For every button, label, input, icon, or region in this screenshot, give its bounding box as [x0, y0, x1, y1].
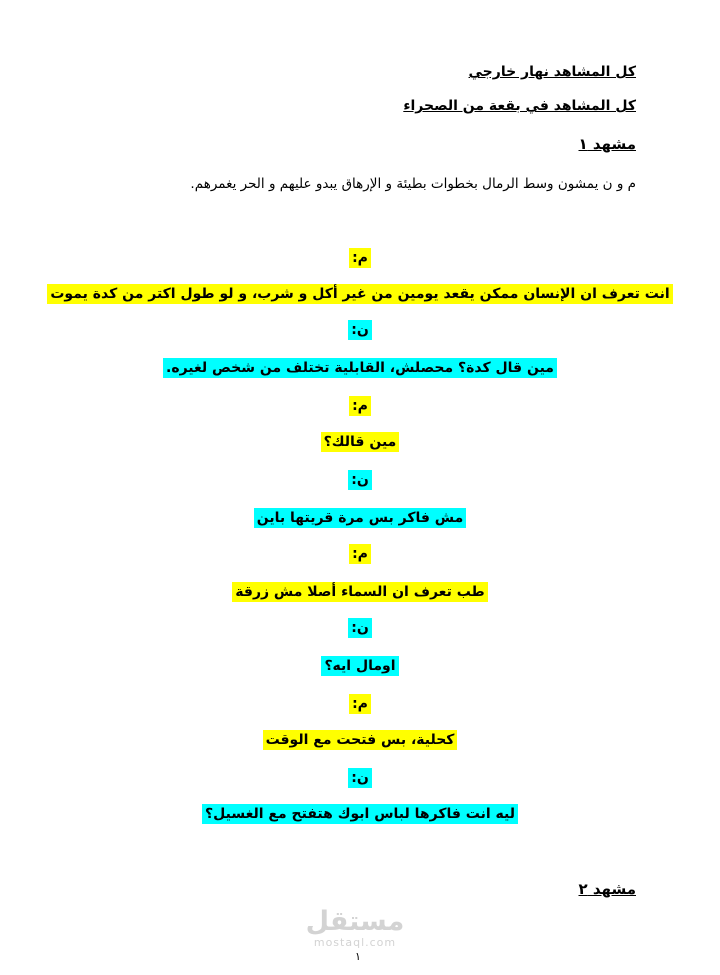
dialogue-text: ليه انت فاكرها لباس ابوك هتفتح مع الغسيل؟ — [202, 804, 518, 824]
mostaql-watermark — [300, 908, 410, 949]
dialogue-line — [0, 510, 720, 526]
dialogue-speaker — [0, 620, 720, 636]
dialogue-text: مين قالك؟ — [321, 432, 400, 452]
speaker-label: ن: — [348, 320, 372, 340]
dialogue-speaker — [0, 250, 720, 266]
dialogue-line — [0, 286, 720, 302]
speaker-label: م: — [349, 248, 371, 268]
dialogue-text: انت تعرف ان الإنسان ممكن يقعد يومين من غير أكل و شرب، و لو طول اكتر من كدة يموت — [47, 284, 672, 304]
speaker-label: م: — [349, 694, 371, 714]
dialogue-speaker — [0, 322, 720, 338]
scene-1-title-text: مشهد ١ — [578, 135, 636, 153]
dialogue-text: مش فاكر بس مرة قريتها باين — [254, 508, 467, 528]
scene-2-title — [0, 880, 720, 898]
header-line-1-text: كل المشاهد نهار خارجي — [468, 64, 636, 80]
watermark-latin: mostaql.com — [313, 936, 397, 949]
speaker-label: م: — [349, 396, 371, 416]
watermark-arabic: مستقل — [305, 906, 405, 937]
dialogue-speaker — [0, 546, 720, 562]
dialogue-line — [0, 732, 720, 748]
dialogue-speaker — [0, 472, 720, 488]
dialogue-speaker — [0, 696, 720, 712]
scene-1-title — [0, 135, 720, 153]
dialogue-line — [0, 658, 720, 674]
speaker-label: ن: — [348, 618, 372, 638]
header-line-2-text: كل المشاهد في بقعة من الصحراء — [403, 98, 636, 114]
dialogue-text: اومال ايه؟ — [321, 656, 398, 676]
dialogue-line — [0, 360, 720, 376]
dialogue-line — [0, 584, 720, 600]
dialogue-line — [0, 434, 720, 450]
speaker-label: ن: — [348, 768, 372, 788]
dialogue-text: كحلية، بس فتحت مع الوقت — [263, 730, 458, 750]
speaker-label: ن: — [348, 470, 372, 490]
dialogue-text: مين قال كدة؟ محصلش، القابلية تختلف من شخص لغيره. — [163, 358, 557, 378]
scene-1-description — [0, 176, 720, 192]
header-line-1 — [0, 64, 720, 80]
page-number: ١ — [355, 950, 361, 963]
scene-2-title-text: مشهد ٢ — [578, 880, 636, 898]
scene-1-description-text: م و ن يمشون وسط الرمال بخطوات بطيئة و الإرهاق يبدو عليهم و الحر يغمرهم. — [190, 176, 636, 192]
dialogue-speaker — [0, 398, 720, 414]
dialogue-text: طب تعرف ان السماء أصلا مش زرقة — [232, 582, 487, 602]
speaker-label: م: — [349, 544, 371, 564]
dialogue-line — [0, 806, 720, 822]
header-line-2 — [0, 98, 720, 114]
dialogue-speaker — [0, 770, 720, 786]
